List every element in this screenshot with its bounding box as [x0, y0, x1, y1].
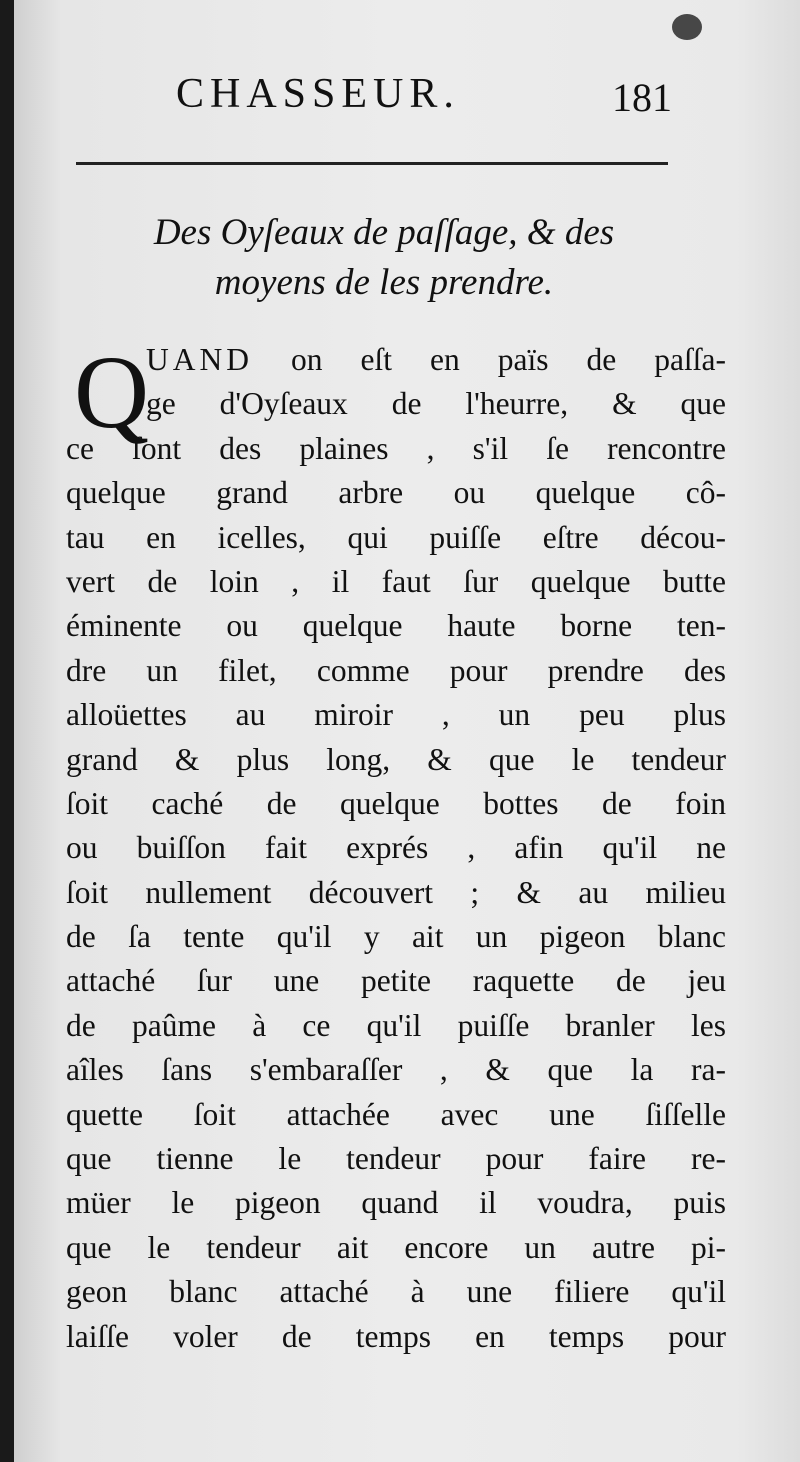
- text-line-1: [146, 338, 726, 382]
- text-line: éminente ou quelque haute borne ten-: [66, 608, 726, 644]
- section-title-line-1: Des Oyſeaux de paſſage, & des: [153, 212, 615, 253]
- text-line: grand & plus long, & que le tendeur: [66, 741, 726, 777]
- text-line: de ſa tente qu'il y ait un pigeon blanc: [66, 919, 726, 955]
- text-line: tau en icelles, qui puiſſe eſtre décou-: [66, 519, 726, 555]
- text-line: alloüettes au miroir , un peu plus: [66, 697, 726, 733]
- remaining-lines: [66, 427, 726, 1359]
- running-head: CHASSEUR.: [176, 71, 460, 117]
- text-line: vert de loin , il faut ſur quelque butte: [66, 563, 726, 599]
- text-line: que tienne le tendeur pour faire re-: [66, 1141, 726, 1177]
- opening-lines: [66, 338, 726, 427]
- line-1-rest: on eſt en païs de paſſa-: [291, 342, 726, 377]
- drop-cap: Q: [74, 335, 150, 450]
- page-number: 181: [612, 75, 672, 120]
- ink-blot: [672, 14, 702, 40]
- book-page: [14, 0, 800, 1462]
- text-line: dre un filet, comme pour prendre des: [66, 652, 726, 688]
- text-line: ce ſont des plaines , s'il ſe rencontre: [66, 430, 726, 466]
- text-line: quelque grand arbre ou quelque cô-: [66, 475, 726, 511]
- text-line: ſoit caché de quelque bottes de foin: [66, 785, 726, 821]
- section-title: [54, 208, 714, 308]
- text-line: ſoit nullement découvert ; & au milieu: [66, 874, 726, 910]
- text-line: attaché ſur une petite raquette de jeu: [66, 963, 726, 999]
- text-line: laiſſe voler de temps en temps pour: [66, 1318, 726, 1354]
- text-line: aîles ſans s'embaraſſer , & que la ra-: [66, 1052, 726, 1088]
- text-line-2: ge d'Oyſeaux de l'heurre, & que: [146, 386, 726, 422]
- text-line: ou buiſſon fait exprés , afin qu'il ne: [66, 830, 726, 866]
- header-rule: [76, 162, 668, 165]
- text-line: que le tendeur ait encore un autre pi-: [66, 1229, 726, 1265]
- text-line: quette ſoit attachée avec une ſiſſelle: [66, 1096, 726, 1132]
- text-line: geon blanc attaché à une filiere qu'il: [66, 1274, 726, 1310]
- section-title-line-2: moyens de les prendre.: [214, 262, 554, 303]
- body-text: [66, 335, 726, 1359]
- page-header: [14, 70, 800, 130]
- text-line: müer le pigeon quand il voudra, puis: [66, 1185, 726, 1221]
- lead-in: UAND: [146, 342, 253, 377]
- text-line: de paûme à ce qu'il puiſſe branler les: [66, 1007, 726, 1043]
